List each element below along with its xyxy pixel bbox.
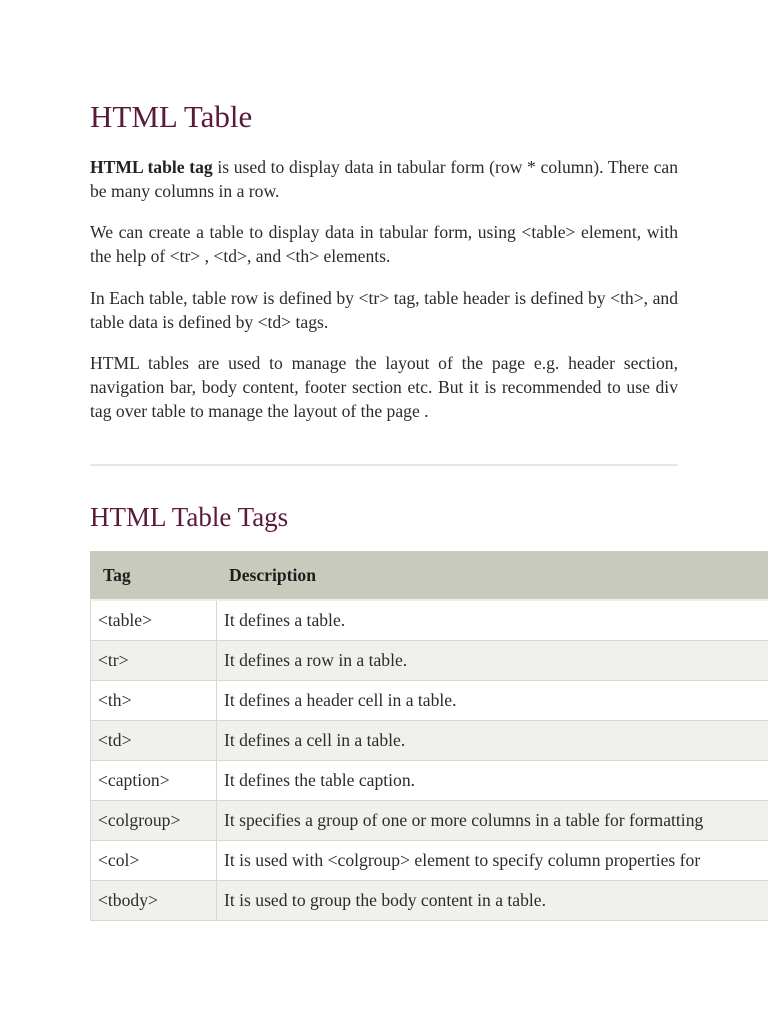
- description-cell: It specifies a group of one or more columns in a table for formatting: [217, 801, 768, 841]
- description-cell: It is used with <colgroup> element to specify column properties for: [217, 841, 768, 881]
- tag-cell: <td>: [91, 721, 217, 761]
- intro-bold-term: HTML table tag: [90, 157, 213, 177]
- table-row: [91, 600, 768, 641]
- table-row: [91, 801, 768, 841]
- description-cell: It defines a header cell in a table.: [217, 681, 768, 721]
- tag-cell: <colgroup>: [91, 801, 217, 841]
- section-title: HTML Table Tags: [90, 502, 289, 532]
- tag-cell: <col>: [91, 841, 217, 881]
- table-header-row: [91, 551, 768, 600]
- description-cell: It defines the table caption.: [217, 761, 768, 801]
- tag-cell: <table>: [91, 600, 217, 641]
- description-cell: It defines a table.: [217, 600, 768, 641]
- table-row: [91, 641, 768, 681]
- tag-cell: <th>: [91, 681, 217, 721]
- table-row: [91, 761, 768, 801]
- table-row: [91, 881, 768, 921]
- page-title: HTML Table: [90, 99, 253, 134]
- tag-cell: <caption>: [91, 761, 217, 801]
- table-row: [91, 841, 768, 881]
- layout-paragraph: HTML tables are used to manage the layout of the page e.g. header section, navigation bar, body content, footer section etc. But it is recommended to use div tag over table to manage the layout of the page .: [90, 353, 678, 421]
- intro-paragraph: [90, 155, 678, 203]
- description-cell: It defines a cell in a table.: [217, 721, 768, 761]
- table-structure-paragraph: In Each table, table row is defined by <tr> tag, table header is defined by <th>, and table data is defined by <td> tags.: [90, 288, 678, 332]
- header-description: Description: [217, 551, 768, 600]
- description-cell: It is used to group the body content in a table.: [217, 881, 768, 921]
- horizontal-divider: [90, 464, 678, 466]
- create-table-paragraph: We can create a table to display data in tabular form, using <table> element, with the help of <tr> , <td>, and <th> elements.: [90, 222, 678, 266]
- header-tag: Tag: [91, 551, 217, 600]
- table-row: [91, 721, 768, 761]
- tag-cell: <tr>: [91, 641, 217, 681]
- tag-cell: <tbody>: [91, 881, 217, 921]
- html-tags-table: [90, 551, 768, 921]
- table-row: [91, 681, 768, 721]
- description-cell: It defines a row in a table.: [217, 641, 768, 681]
- intro-text: is used to display data in tabular form (row * column). There can be many columns in a row.: [90, 157, 678, 201]
